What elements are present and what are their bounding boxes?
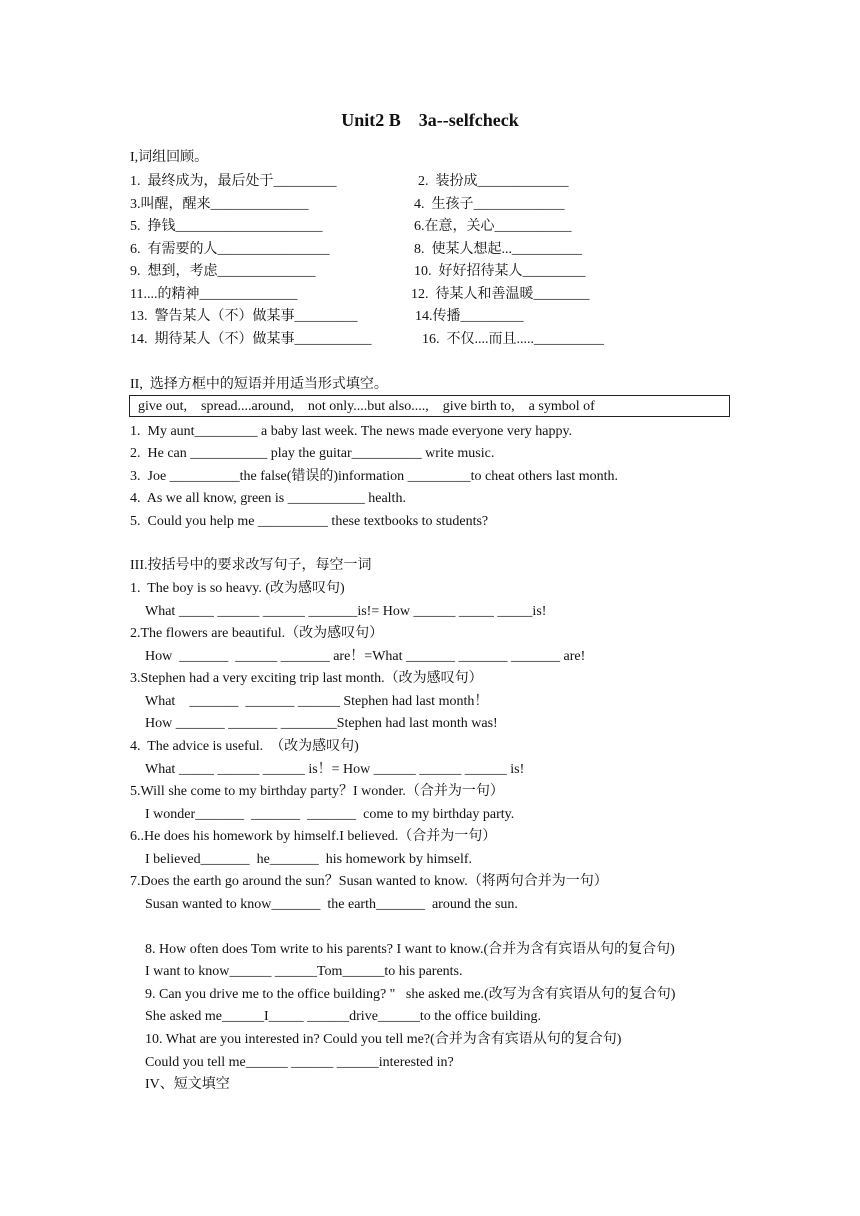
vocab-item: 3.叫醒，醒来______________ — [130, 197, 309, 212]
fill-item: 2. He can ___________ play the guitar__________ write music. — [130, 446, 495, 461]
rewrite-prompt: 2.The flowers are beautiful.（改为感叹句） — [130, 626, 384, 641]
rewrite-prompt: 7.Does the earth go around the sun？Susan wanted to know.（将两句合并为一句） — [130, 874, 608, 889]
rewrite-prompt: 4. The advice is useful. （改为感叹句) — [130, 739, 359, 754]
rewrite-answer: I want to know______ ______Tom______to his parents. — [145, 964, 463, 979]
rewrite-answer: I wonder_______ _______ _______ come to my birthday party. — [145, 807, 515, 822]
vocab-item: 9. 想到，考虑______________ — [130, 264, 316, 279]
fill-item: 4. As we all know, green is ___________ health. — [130, 491, 406, 506]
vocab-item: 2. 装扮成_____________ — [418, 174, 569, 189]
fill-item: 5. Could you help me __________ these textbooks to students? — [130, 514, 489, 529]
section1-heading: I,词组回顾。 — [130, 150, 209, 165]
rewrite-prompt: 3.Stephen had a very exciting trip last month.（改为感叹句） — [130, 671, 483, 686]
vocab-item: 6. 有需要的人________________ — [130, 242, 330, 257]
rewrite-answer: How _______ ______ _______ are！=What _______ _______ _______ are! — [145, 649, 586, 664]
rewrite-prompt: 8. How often does Tom write to his parents? I want to know.(合并为含有宾语从句的复合句) — [145, 942, 675, 957]
section3-heading: III.按括号中的要求改写句子，每空一词 — [130, 558, 372, 573]
rewrite-answer: Could you tell me______ ______ ______interested in? — [145, 1055, 454, 1070]
vocab-item: 8. 使某人想起...__________ — [414, 242, 582, 257]
rewrite-answer: I believed_______ he_______ his homework by himself. — [145, 852, 473, 867]
rewrite-answer: What _____ ______ ______ _______is!= How ______ _____ _____is! — [145, 604, 547, 619]
vocab-item: 10. 好好招待某人_________ — [414, 264, 586, 279]
fill-item: 3. Joe __________the false(错误的)information _________to cheat others last month. — [130, 469, 618, 484]
vocab-item: 5. 挣钱_____________________ — [130, 219, 323, 234]
rewrite-answer: How _______ _______ ________Stephen had last month was! — [145, 716, 498, 731]
section4-heading: IV、短文填空 — [145, 1077, 230, 1092]
vocab-item: 12. 待某人和善温暖________ — [411, 287, 590, 302]
vocab-item: 14.传播_________ — [415, 309, 524, 324]
fill-item: 1. My aunt_________ a baby last week. The news made everyone very happy. — [130, 424, 573, 439]
rewrite-answer: What _____ ______ ______ is！= How ______ ______ ______ is! — [145, 762, 525, 777]
vocab-item: 13. 警告某人（不）做某事_________ — [130, 309, 358, 324]
vocab-item: 1. 最终成为，最后处于_________ — [130, 174, 337, 189]
rewrite-prompt: 10. What are you interested in? Could you tell me?(合并为含有宾语从句的复合句) — [145, 1032, 622, 1047]
phrase-box — [129, 395, 730, 417]
rewrite-prompt: 9. Can you drive me to the office building? " she asked me.(改写为含有宾语从句的复合句) — [145, 987, 676, 1002]
vocab-item: 6.在意，关心___________ — [414, 219, 572, 234]
section2-heading: II, 选择方框中的短语并用适当形式填空。 — [130, 377, 388, 392]
vocab-item: 16. 不仅....而且.....__________ — [422, 332, 604, 347]
phrase-box-text: give out, spread....around, not only....but also...., give birth to, a symbol of — [138, 399, 595, 414]
rewrite-answer: She asked me______I_____ ______drive______to the office building. — [145, 1009, 541, 1024]
rewrite-prompt: 6..He does his homework by himself.I believed.（合并为一句） — [130, 829, 497, 844]
rewrite-prompt: 1. The boy is so heavy. (改为感叹句) — [130, 581, 345, 596]
rewrite-answer: What _______ _______ ______ Stephen had last month！ — [145, 694, 489, 709]
vocab-item: 11....的精神______________ — [130, 287, 298, 302]
rewrite-answer: Susan wanted to know_______ the earth_______ around the sun. — [145, 897, 518, 912]
vocab-item: 4. 生孩子_____________ — [414, 197, 565, 212]
rewrite-prompt: 5.Will she come to my birthday party？I wonder.（合并为一句） — [130, 784, 504, 799]
page-title: Unit2 B 3a--selfcheck — [341, 110, 519, 130]
vocab-item: 14. 期待某人（不）做某事___________ — [130, 332, 372, 347]
